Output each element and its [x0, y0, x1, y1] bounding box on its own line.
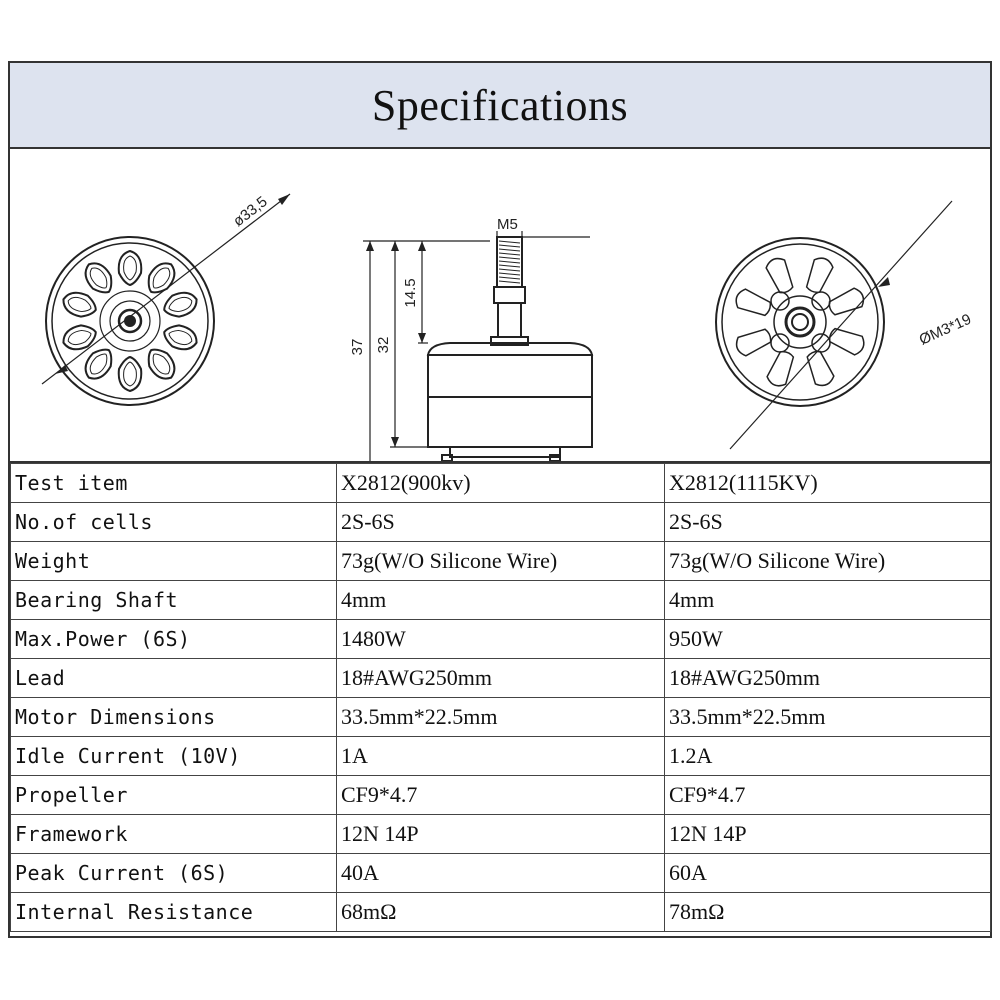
spec-value-1115kv-cell: 60A [665, 854, 991, 893]
spec-name-cell: Bearing Shaft [11, 581, 337, 620]
spec-value-1115kv-cell: CF9*4.7 [665, 776, 991, 815]
table-row [11, 464, 991, 503]
spec-name-cell: Test item [11, 464, 337, 503]
height-total-label: 37 [349, 338, 366, 356]
table-row [11, 659, 991, 698]
title-banner [10, 63, 990, 149]
shaft-size-label: M5 [497, 216, 518, 233]
spec-value-900kv-cell: 33.5mm*22.5mm [337, 698, 665, 737]
spec-value-900kv-cell: 68mΩ [337, 893, 665, 932]
specs-table [10, 463, 991, 932]
spec-value-900kv-cell: 40A [337, 854, 665, 893]
spec-value-1115kv-cell: X2812(1115KV) [665, 464, 991, 503]
spec-value-900kv-cell: 18#AWG250mm [337, 659, 665, 698]
spec-value-900kv-cell: 4mm [337, 581, 665, 620]
front-view-drawing [42, 194, 290, 405]
spec-value-900kv-cell: CF9*4.7 [337, 776, 665, 815]
back-view-drawing [716, 201, 952, 449]
spec-value-900kv-cell: 12N 14P [337, 815, 665, 854]
diameter-label: ø33,5 [229, 193, 271, 231]
specs-table-body [11, 464, 991, 932]
spec-value-1115kv-cell: 4mm [665, 581, 991, 620]
table-row [11, 737, 991, 776]
spec-value-1115kv-cell: 1.2A [665, 737, 991, 776]
technical-drawings [10, 149, 990, 463]
spec-value-900kv-cell: X2812(900kv) [337, 464, 665, 503]
spec-name-cell: Propeller [11, 776, 337, 815]
spec-value-1115kv-cell: 33.5mm*22.5mm [665, 698, 991, 737]
height-body-label: 32 [375, 336, 392, 354]
table-row [11, 581, 991, 620]
spec-name-cell: No.of cells [11, 503, 337, 542]
spec-name-cell: Max.Power (6S) [11, 620, 337, 659]
drawing-canvas [10, 149, 990, 461]
spec-name-cell: Idle Current (10V) [11, 737, 337, 776]
table-row [11, 698, 991, 737]
table-row [11, 854, 991, 893]
spec-name-cell: Peak Current (6S) [11, 854, 337, 893]
side-view-drawing [363, 231, 592, 461]
spec-value-1115kv-cell: 2S-6S [665, 503, 991, 542]
page-title: Specifications [371, 80, 629, 130]
spec-name-cell: Lead [11, 659, 337, 698]
table-row [11, 503, 991, 542]
mount-hole-label: ØM3*19 [916, 310, 974, 349]
spec-name-cell: Motor Dimensions [11, 698, 337, 737]
spec-name-cell: Internal Resistance [11, 893, 337, 932]
spec-value-1115kv-cell: 73g(W/O Silicone Wire) [665, 542, 991, 581]
spec-value-900kv-cell: 1A [337, 737, 665, 776]
table-row [11, 542, 991, 581]
height-shaft-label: 14.5 [402, 278, 419, 308]
spec-value-900kv-cell: 1480W [337, 620, 665, 659]
spec-value-1115kv-cell: 950W [665, 620, 991, 659]
table-row [11, 620, 991, 659]
spec-value-1115kv-cell: 18#AWG250mm [665, 659, 991, 698]
spec-value-900kv-cell: 2S-6S [337, 503, 665, 542]
table-row [11, 776, 991, 815]
spec-value-1115kv-cell: 12N 14P [665, 815, 991, 854]
spec-sheet [8, 61, 992, 938]
table-row [11, 815, 991, 854]
table-row [11, 893, 991, 932]
spec-name-cell: Weight [11, 542, 337, 581]
spec-name-cell: Framework [11, 815, 337, 854]
spec-value-900kv-cell: 73g(W/O Silicone Wire) [337, 542, 665, 581]
spec-value-1115kv-cell: 78mΩ [665, 893, 991, 932]
